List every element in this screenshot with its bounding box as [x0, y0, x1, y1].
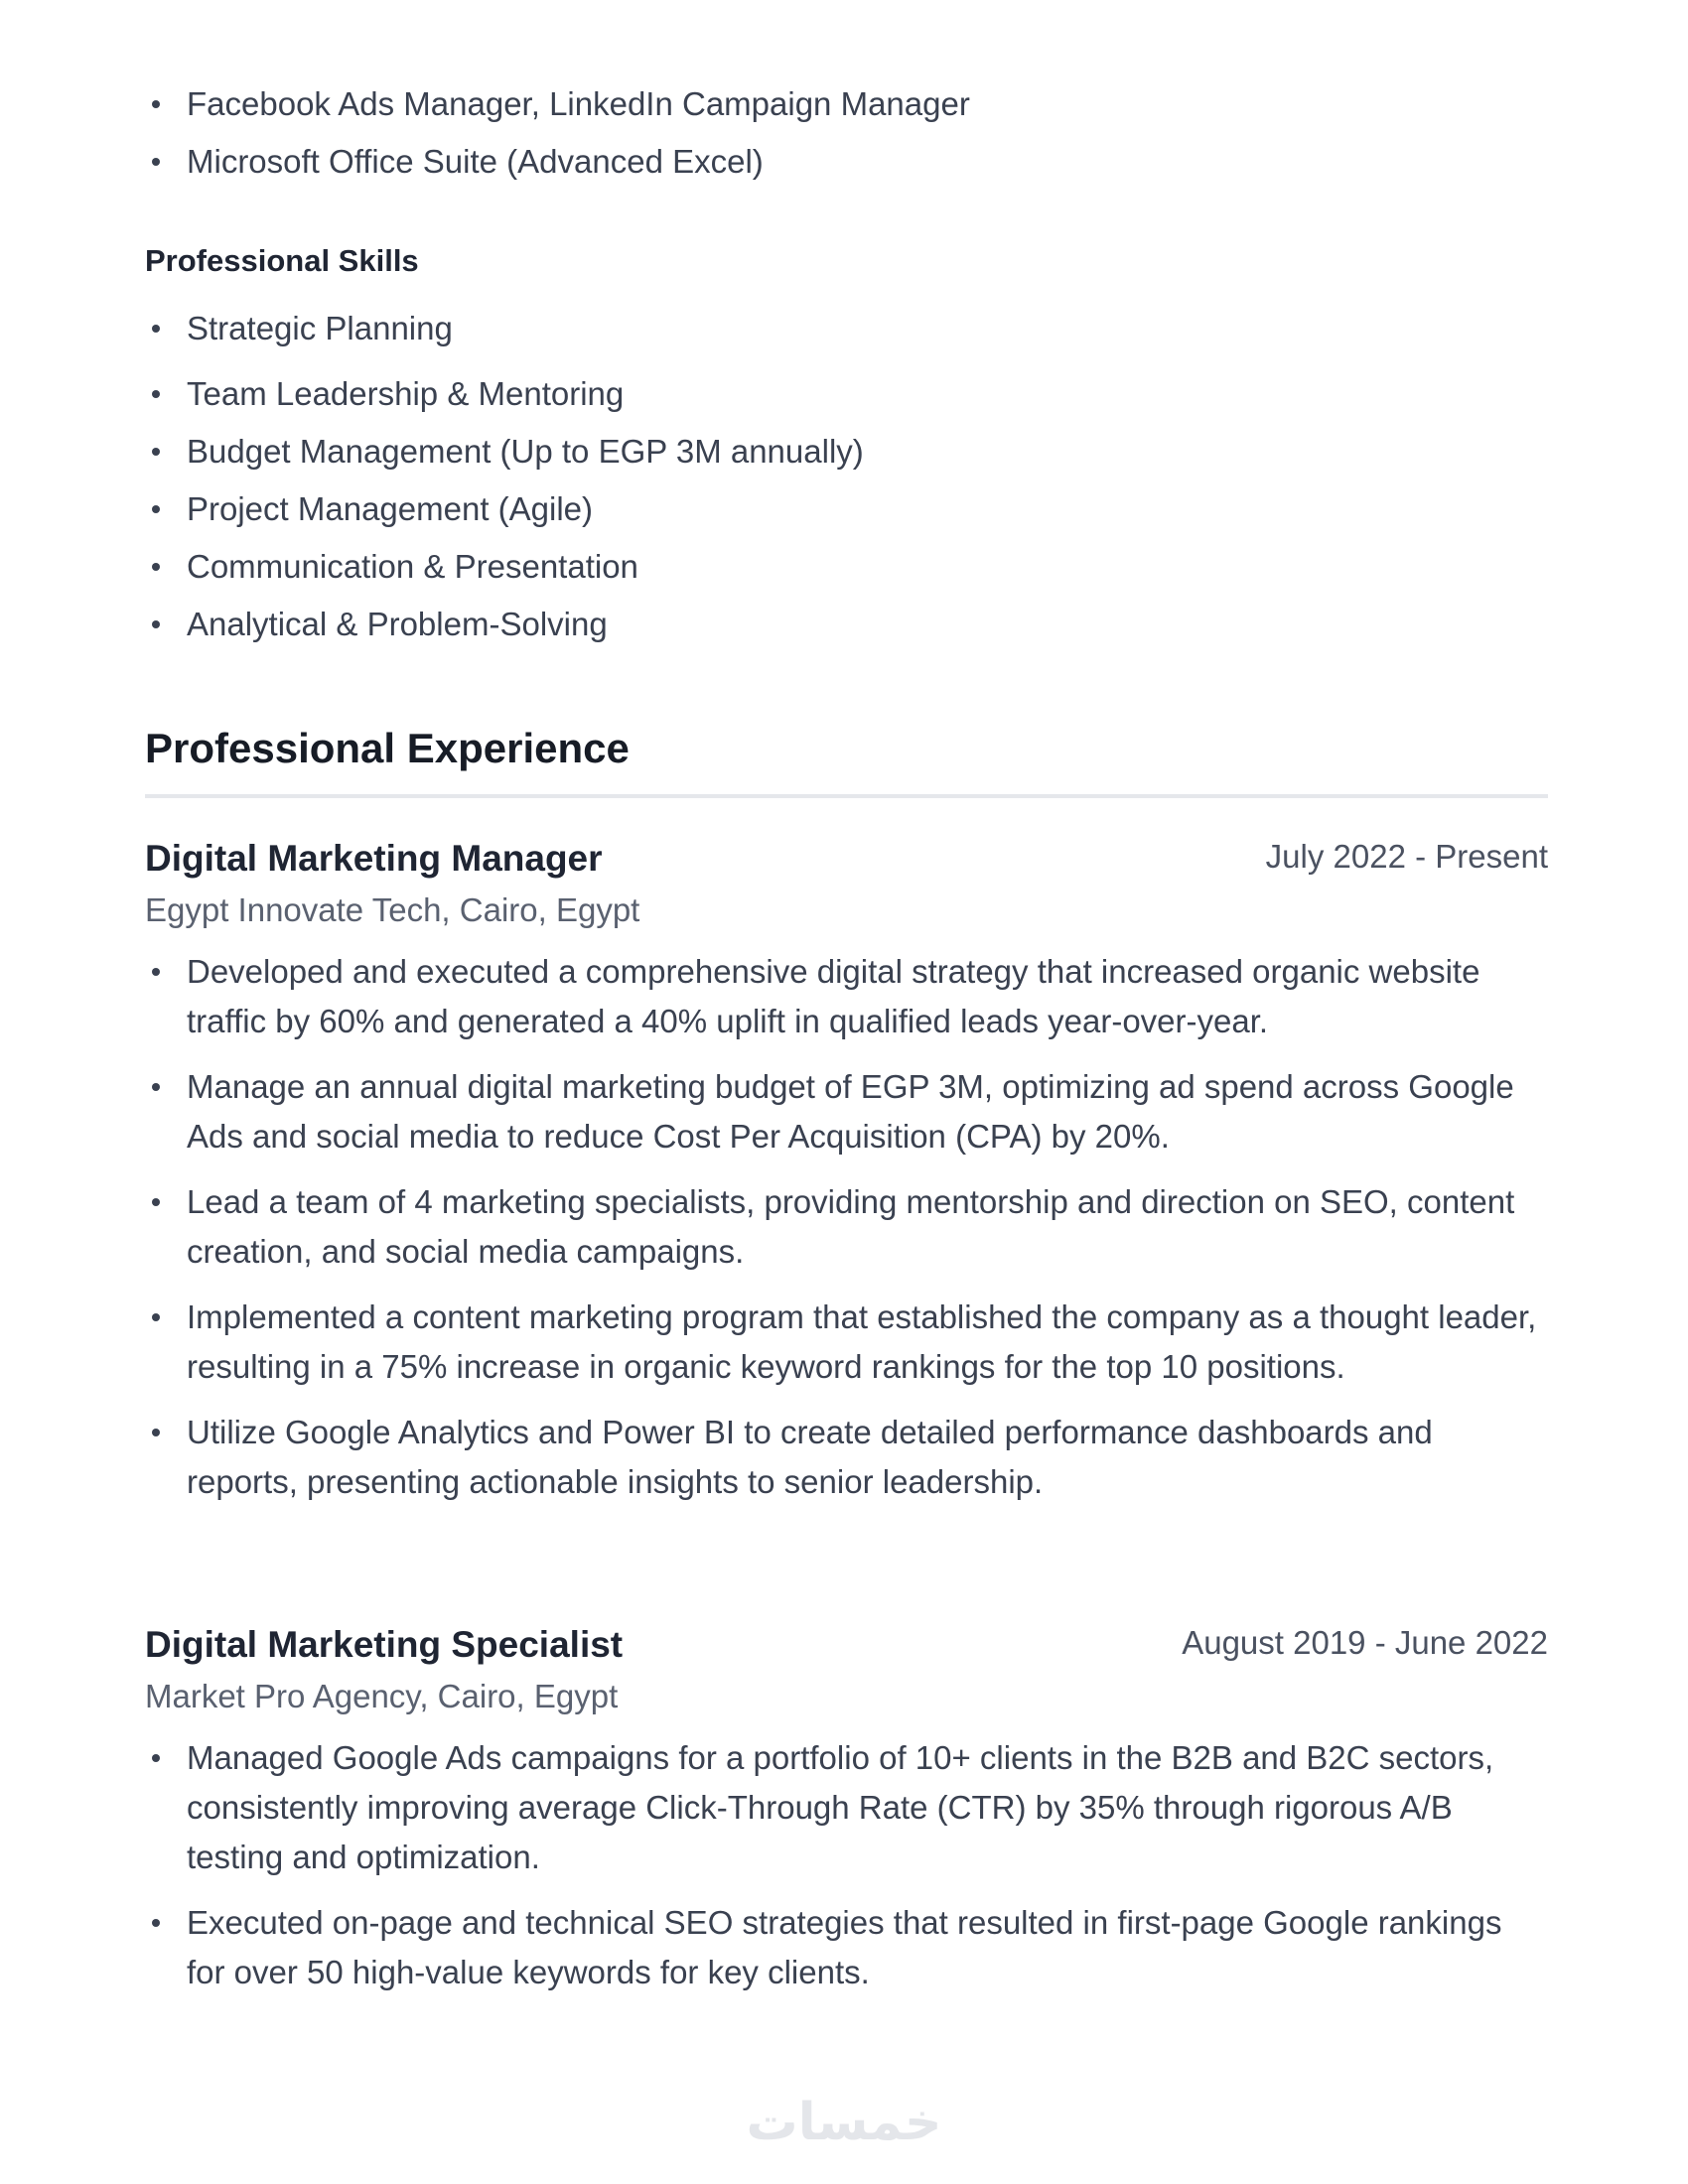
list-item-text: Strategic Planning	[187, 310, 453, 346]
list-item-text: Analytical & Problem-Solving	[187, 606, 608, 642]
list-item-text: Budget Management (Up to EGP 3M annually)	[187, 433, 864, 470]
job-bullets	[145, 947, 1548, 1507]
list-item-text: Communication & Presentation	[187, 548, 638, 585]
bullet-dot	[152, 1919, 160, 1927]
job-company: Market Pro Agency, Cairo, Egypt	[145, 1678, 619, 1714]
list-item-text: Developed and executed a comprehensive digital strategy that increased organic website traffic by 60% and generated a 40% uplift in qualified leads year-over-year.	[187, 953, 1480, 1039]
professional-skills-list	[145, 304, 1548, 649]
bullet-dot	[152, 1429, 160, 1436]
list-item	[145, 137, 1548, 187]
tools-list	[145, 79, 1548, 187]
job-header	[145, 1620, 1548, 1670]
bullet-dot	[152, 390, 160, 398]
professional-experience-heading: Professional Experience	[145, 725, 630, 771]
bullet-dot	[152, 563, 160, 571]
list-item-text: Team Leadership & Mentoring	[187, 375, 625, 412]
job-dates: July 2022 - Present	[1265, 838, 1548, 875]
list-item	[145, 427, 1548, 477]
bullet-dot	[152, 505, 160, 513]
job-title: Digital Marketing Manager	[145, 838, 603, 879]
list-item	[145, 1898, 1548, 1997]
bullet-dot	[152, 448, 160, 456]
bullet-dot	[152, 100, 160, 108]
list-item	[145, 542, 1548, 592]
bullet-dot	[152, 1754, 160, 1762]
list-item	[145, 1733, 1548, 1882]
list-item-text: Implemented a content marketing program that established the company as a thought leader, resulting in a 75% increase in organic keyword rankings for the top 10 positions.	[187, 1298, 1537, 1385]
list-item-text: Manage an annual digital marketing budget of EGP 3M, optimizing ad spend across Google Ads and social media to reduce Cost Per Acquisition (CPA) by 20%.	[187, 1068, 1514, 1155]
bullet-dot	[152, 158, 160, 166]
bullet-dot	[152, 1198, 160, 1206]
list-item	[145, 369, 1548, 419]
list-item-text: Microsoft Office Suite (Advanced Excel)	[187, 143, 764, 180]
bullet-dot	[152, 620, 160, 628]
list-item-text: Managed Google Ads campaigns for a portfolio of 10+ clients in the B2B and B2C sectors, consistently improving average Click-Through Rate (CTR) by 35% through rigorous A/B testing and optimization.	[187, 1739, 1494, 1875]
list-item-text: Facebook Ads Manager, LinkedIn Campaign Manager	[187, 85, 970, 122]
list-item	[145, 484, 1548, 534]
list-item	[145, 304, 1548, 353]
job-entry	[145, 834, 1548, 1507]
job-dates: August 2019 - June 2022	[1182, 1624, 1548, 1661]
bullet-dot	[152, 968, 160, 976]
list-item-text: Executed on-page and technical SEO strategies that resulted in first-page Google rankings for over 50 high-value keywords for key clients.	[187, 1904, 1502, 1990]
section-divider	[145, 794, 1548, 798]
list-item-text: Project Management (Agile)	[187, 490, 594, 527]
job-entry	[145, 1620, 1548, 1997]
watermark-logo: خمسات	[746, 2093, 942, 2152]
list-item	[145, 79, 1548, 129]
list-item	[145, 1177, 1548, 1277]
bullet-dot	[152, 325, 160, 333]
job-title: Digital Marketing Specialist	[145, 1624, 624, 1665]
list-item-text: Lead a team of 4 marketing specialists, providing mentorship and direction on SEO, content creation, and social media campaigns.	[187, 1183, 1515, 1270]
job-company: Egypt Innovate Tech, Cairo, Egypt	[145, 891, 640, 928]
job-header	[145, 834, 1548, 884]
list-item	[145, 600, 1548, 649]
list-item	[145, 947, 1548, 1046]
bullet-dot	[152, 1313, 160, 1321]
list-item	[145, 1062, 1548, 1161]
list-item	[145, 1408, 1548, 1507]
job-bullets	[145, 1733, 1548, 1997]
list-item-text: Utilize Google Analytics and Power BI to create detailed performance dashboards and reports, presenting actionable insights to senior leadership.	[187, 1414, 1433, 1500]
professional-skills-heading: Professional Skills	[145, 243, 419, 278]
bullet-dot	[152, 1083, 160, 1091]
list-item	[145, 1293, 1548, 1392]
